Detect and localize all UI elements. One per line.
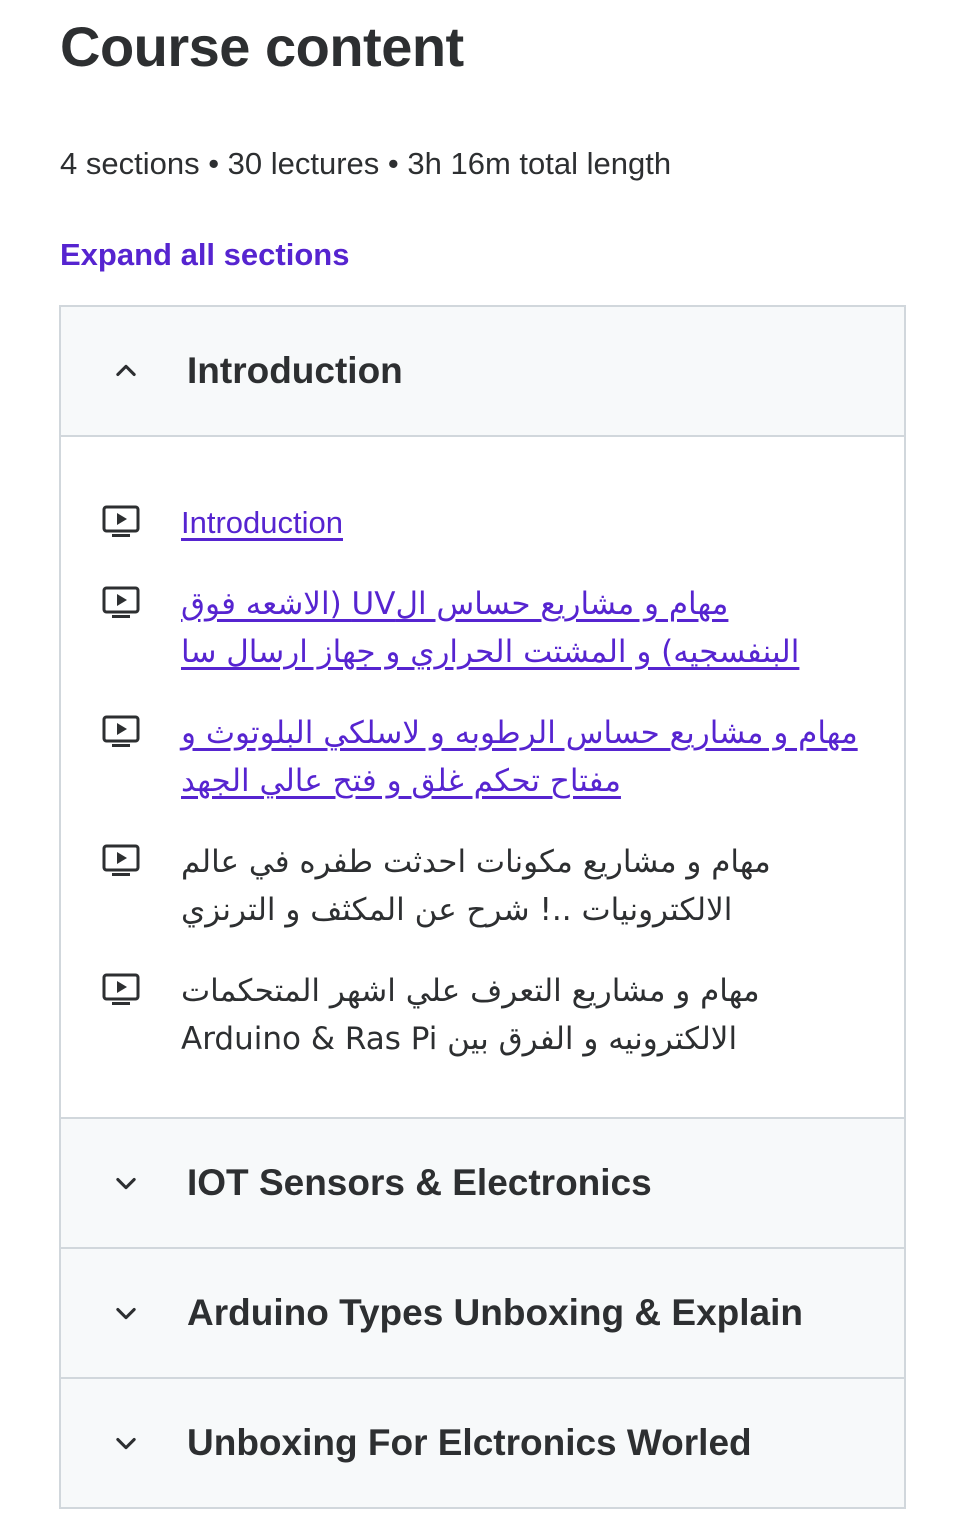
lecture-link[interactable]: مهام و مشاريع حساس الUV (الاشعه فوق البنفسجيه) و المشتت الحراري و جهاز ارسال سا — [181, 586, 800, 670]
lecture-item — [61, 499, 904, 547]
section-header-arduino-types[interactable] — [61, 1249, 904, 1379]
lecture-item — [61, 967, 904, 1063]
course-sections-accordion — [59, 305, 906, 1509]
section-body-introduction — [61, 437, 904, 1119]
chevron-down-icon — [61, 1429, 187, 1457]
video-icon — [61, 709, 181, 749]
chevron-down-icon — [61, 1299, 187, 1327]
lecture-link[interactable]: مهام و مشاريع حساس الرطوبه و لاسلكي البلوتوث و مفتاح تحكم غلق و فتح عالي الجهد — [181, 715, 858, 799]
chevron-up-icon — [61, 357, 187, 385]
expand-all-sections-button[interactable]: Expand all sections — [60, 237, 350, 272]
chevron-down-icon — [61, 1169, 187, 1197]
course-meta-summary: 4 sections • 30 lectures • 3h 16m total length — [60, 146, 672, 181]
section-header-unboxing-electronics[interactable] — [61, 1379, 904, 1509]
section-title: Unboxing For Elctronics Worled — [187, 1422, 752, 1463]
lecture-item — [61, 709, 904, 805]
page-title: Course content — [60, 15, 464, 78]
section-header-introduction[interactable] — [61, 307, 904, 437]
video-icon — [61, 838, 181, 878]
section-title: Arduino Types Unboxing & Explain — [187, 1292, 804, 1333]
section-header-iot-sensors[interactable] — [61, 1119, 904, 1249]
lecture-link[interactable]: Introduction — [181, 505, 343, 540]
section-title: IOT Sensors & Electronics — [187, 1162, 652, 1203]
video-icon — [61, 967, 181, 1007]
section-title: Introduction — [187, 350, 403, 391]
lecture-item — [61, 580, 904, 676]
video-icon — [61, 580, 181, 620]
video-icon — [61, 499, 181, 539]
lecture-item — [61, 838, 904, 934]
lecture-title: مهام و مشاريع التعرف علي اشهر المتحكمات الالكترونيه و الفرق بين Arduino & Ras Pi — [181, 973, 760, 1057]
lecture-title: مهام و مشاريع مكونات احدثت طفره في عالم الالكترونيات ..! شرح عن المكثف و الترنزي — [181, 844, 771, 928]
